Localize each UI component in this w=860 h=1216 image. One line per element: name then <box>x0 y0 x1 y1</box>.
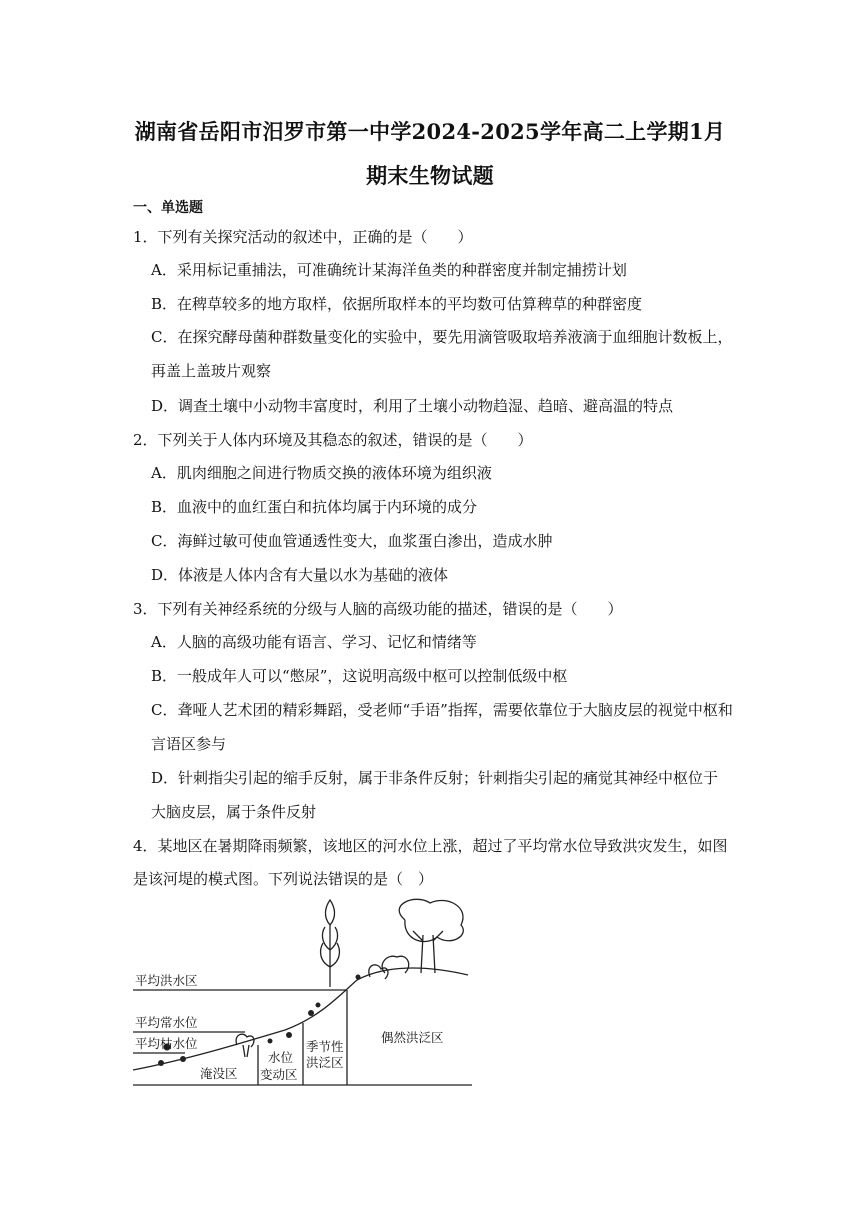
question-3-option-c-cont: 言语区参与 <box>151 735 227 753</box>
question-2-option-a: A．肌肉细胞之间进行物质交换的液体环境为组织液 <box>151 464 492 482</box>
question-1-option-c: C．在探究酵母菌种群数量变化的实验中，要先用滴管吸取培养液滴于血细胞计数板上， <box>151 328 733 346</box>
question-1-option-c-cont: 再盖上盖玻片观察 <box>151 362 272 380</box>
flood-level-label: 平均洪水区 <box>135 973 198 988</box>
question-4-stem-cont: 是该河堤的模式图。下列说法错误的是（ ） <box>133 870 434 888</box>
question-3-option-d: D．针刺指尖引起的缩手反射，属于非条件反射；针刺指尖引起的痛觉其神经中枢位于 <box>151 769 719 787</box>
question-2-option-c: C．海鲜过敏可使血管通透性变大，血浆蛋白渗出，造成水肿 <box>151 532 553 550</box>
question-1-stem: 1．下列有关探究活动的叙述中，正确的是（ ） <box>133 228 473 246</box>
fluctuation-zone-label-1: 水位 <box>268 1050 294 1065</box>
question-2-stem: 2．下列关于人体内环境及其稳态的叙述，错误的是（ ） <box>133 431 533 449</box>
low-level-label: 平均枯水位 <box>135 1036 198 1051</box>
question-1-option-a: A．采用标记重捕法，可准确统计某海洋鱼类的种群密度并制定捕捞计划 <box>151 261 627 279</box>
question-4-stem: 4．某地区在暑期降雨频繁，该地区的河水位上涨，超过了平均常水位导致洪灾发生，如图 <box>133 837 728 855</box>
submerged-zone-label: 淹没区 <box>200 1066 238 1081</box>
doc-title-line-2: 期末生物试题 <box>366 163 494 188</box>
section-heading: 一、单选题 <box>133 200 203 216</box>
question-3-option-c: C．聋哑人艺术团的精彩舞蹈，受老师“手语”指挥，需要依靠位于大脑皮层的视觉中枢和 <box>151 701 733 719</box>
question-1-option-d: D．调查土壤中小动物丰富度时，利用了土壤小动物趋湿、趋暗、避高温的特点 <box>151 397 674 415</box>
seasonal-zone-label-2: 洪泛区 <box>306 1055 344 1070</box>
normal-level-label: 平均常水位 <box>135 1015 198 1030</box>
question-2-option-b: B．血液中的血红蛋白和抗体均属于内环境的成分 <box>151 498 478 516</box>
occasional-zone-label: 偶然洪泛区 <box>381 1030 444 1045</box>
seasonal-zone-label-1: 季节性 <box>306 1039 344 1054</box>
question-3-option-b: B．一般成年人可以“憋尿”，这说明高级中枢可以控制低级中枢 <box>151 667 568 685</box>
question-3-option-a: A．人脑的高级功能有语言、学习、记忆和情绪等 <box>151 633 477 651</box>
fluctuation-zone-label-2: 变动区 <box>260 1067 298 1082</box>
question-3-option-d-cont: 大脑皮层，属于条件反射 <box>151 803 317 821</box>
question-1-option-b: B．在稗草较多的地方取样，依据所取样本的平均数可估算稗草的种群密度 <box>151 295 643 313</box>
question-2-option-d: D．体液是人体内含有大量以水为基础的液体 <box>151 566 449 584</box>
doc-title-line-1: 湖南省岳阳市汨罗市第一中学2024-2025学年高二上学期1月 <box>134 119 726 144</box>
question-3-stem: 3．下列有关神经系统的分级与人脑的高级功能的描述，错误的是（ ） <box>133 600 623 618</box>
riverbank-figure <box>125 895 480 1095</box>
